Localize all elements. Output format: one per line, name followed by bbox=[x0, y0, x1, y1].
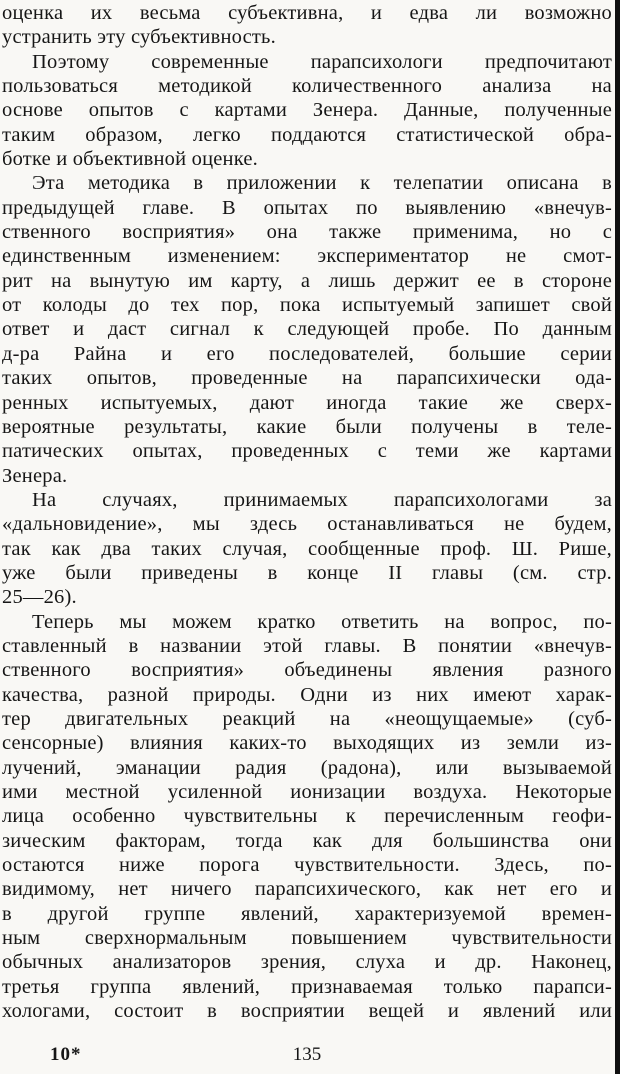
text-line: от колоды до тех пор, пока испытуемый запишет свой bbox=[2, 294, 612, 317]
text-line: Поэтому современные парапсихологи предпочитают bbox=[32, 50, 612, 73]
text-line: ным сверхнормальным повышением чувствительности bbox=[2, 927, 612, 950]
text-line: зическим факторам, тогда как для большинства они bbox=[2, 829, 612, 852]
text-line: третья группа явлений, признаваемая только парапси- bbox=[2, 975, 612, 998]
text-line: устранить эту субъективность. bbox=[2, 26, 276, 49]
text-line: таким образом, легко поддаются статистической обра- bbox=[2, 123, 612, 146]
text-line: ответ и даст сигнал к следующей пробе. По данным bbox=[2, 318, 612, 341]
text-line: ими местной усиленной ионизации воздуха. Некоторые bbox=[2, 781, 612, 803]
text-line: предыдущей главе. В опытах по выявлению «внечув- bbox=[2, 196, 612, 219]
text-line: единственным изменением: экспериментатор не смот- bbox=[2, 245, 612, 268]
text-line: хологами, состоит в восприятии вещей и явлений или bbox=[2, 1000, 612, 1023]
text-line: лучений, эманации радия (радона), или вызываемой bbox=[2, 756, 612, 779]
printer-signature-mark: 10* bbox=[50, 1044, 82, 1065]
text-line: обычных анализаторов зрения, слуха и др. Наконец, bbox=[2, 951, 612, 974]
text-line: «дальновидение», мы здесь останавливаться не будем, bbox=[2, 513, 612, 536]
text-block bbox=[2, 1, 612, 1023]
scan-edge-shadow bbox=[615, 0, 620, 1074]
page-number: 135 bbox=[292, 1044, 322, 1065]
text-line: 25—26). bbox=[2, 586, 77, 609]
text-line: остаются ниже порога чувствительности. Здесь, по- bbox=[2, 854, 612, 877]
page-footer bbox=[0, 1042, 620, 1068]
text-line: видимому, нет ничего парапсихического, как нет его и bbox=[2, 878, 612, 901]
text-line: оценка их весьма субъективна, и едва ли возможно bbox=[2, 2, 612, 24]
text-line: так как два таких случая, сообщенные проф. Ш. Рише, bbox=[2, 537, 612, 560]
text-line: Эта методика в приложении к телепатии описана в bbox=[32, 172, 612, 195]
text-line: ботке и объективной оценке. bbox=[2, 148, 258, 171]
text-line: ственного восприятия» она также применима, но с bbox=[2, 221, 612, 244]
text-line: д-ра Райна и его последователей, большие серии bbox=[2, 342, 612, 365]
text-line: в другой группе явлений, характеризуемой времен- bbox=[2, 902, 612, 925]
text-line: таких опытов, проведенные на парапсихически ода- bbox=[2, 367, 612, 390]
text-line: качества, разной природы. Одни из них имеют харак- bbox=[2, 683, 612, 706]
text-line: лица особенно чувствительны к перечисленным геофи- bbox=[2, 805, 612, 828]
text-line: рит на вынутую им карту, а лишь держит ее в стороне bbox=[2, 269, 612, 292]
text-line: ственного восприятия» объединены явления разного bbox=[2, 659, 612, 682]
text-line: уже были приведены в конце II главы (см. стр. bbox=[2, 561, 612, 584]
text-line: тер двигательных реакций на «неощущаемые» (суб- bbox=[2, 707, 612, 730]
text-line: ставленный в названии этой главы. В понятии «внечув- bbox=[2, 634, 612, 657]
text-line: вероятные результаты, какие были получены в теле- bbox=[2, 415, 612, 438]
text-line: пользоваться методикой количественного анализа на bbox=[2, 75, 612, 98]
text-line: Теперь мы можем кратко ответить на вопрос, по- bbox=[32, 610, 612, 633]
text-line: На случаях, принимаемых парапсихологами за bbox=[32, 488, 612, 511]
text-line: основе опытов с картами Зенера. Данные, полученные bbox=[2, 99, 612, 122]
text-line: патических опытах, проведенных с теми же картами bbox=[2, 440, 612, 463]
text-line: ренных испытуемых, дают иногда такие же сверх- bbox=[2, 391, 612, 414]
text-line: сенсорные) влияния каких-то выходящих из земли из- bbox=[2, 732, 612, 755]
text-line: Зенера. bbox=[2, 464, 68, 487]
